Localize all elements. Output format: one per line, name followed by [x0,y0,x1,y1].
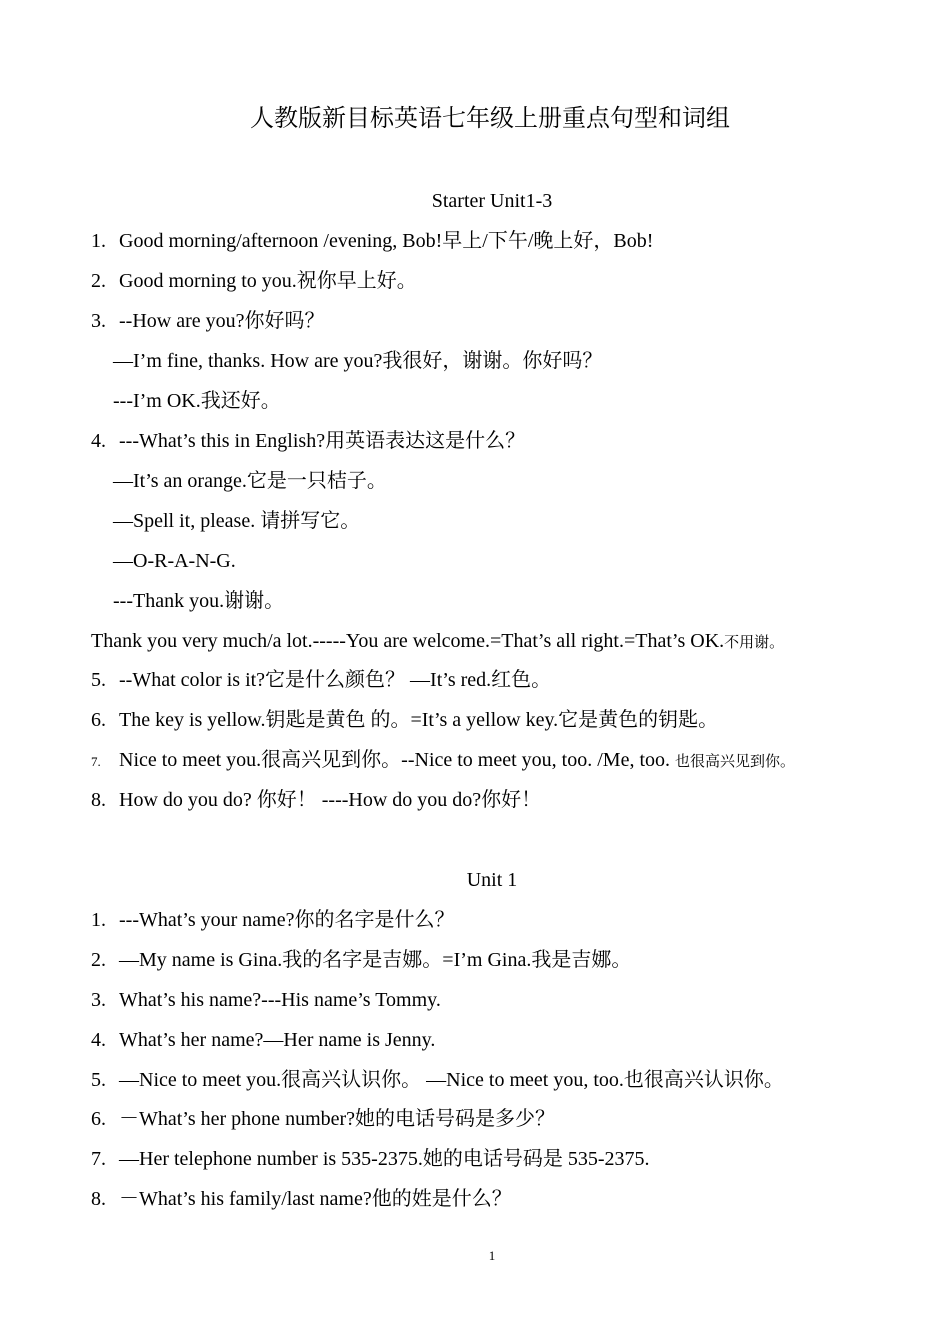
list-item: —It’s an orange.它是一只桔子。 [113,470,387,492]
section-heading-starter: Starter Unit1-3 [431,190,553,212]
list-item: 8. How do you do? 你好！ ----How do you do?你好！ [91,789,542,811]
list-item: 4. ---What’s this in English?用英语表达这是什么？ [91,430,526,452]
list-item: —Spell it, please. 请拼写它。 [113,510,361,532]
list-item: 1. ---What’s your name?你的名字是什么？ [91,909,455,931]
list-item: 1. Good morning/afternoon /evening, Bob!早上/下午/晚上好，Bob! [91,230,654,252]
list-item: 6. The key is yellow.钥匙是黄色 的。=It’s a yellow key.它是黄色的钥匙。 [91,709,719,731]
list-item: ---I’m OK.我还好。 [113,390,281,412]
section-heading-unit1: Unit 1 [466,869,518,891]
list-item: 3. --How are you?你好吗？ [91,310,325,332]
list-item: 4. What’s her name?—Her name is Jenny. [91,1029,436,1051]
document-title: 人教版新目标英语七年级上册重点句型和词组 [250,106,730,132]
page-number: 1 [488,1248,496,1263]
list-item: 5. —Nice to meet you.很高兴认识你。 —Nice to meet you, too.也很高兴认识你。 [91,1069,784,1091]
list-item: 8. －What’s his family/last name?他的姓是什么？ [91,1188,512,1210]
list-item: 3. What’s his name?---His name’s Tommy. [91,989,441,1011]
list-item: Thank you very much/a lot.-----You are welcome.=That’s all right.=That’s OK.不用谢。 [91,630,785,652]
list-item: 7. —Her telephone number is 535-2375.她的电话号码是 535-2375. [91,1148,650,1170]
list-item: —I’m fine, thanks. How are you?我很好，谢谢。你好吗？ [113,350,603,372]
list-item: 5. --What color is it?它是什么颜色？ —It’s red.红色。 [91,669,552,691]
list-item: 2. —My name is Gina.我的名字是吉娜。=I’m Gina.我是吉娜。 [91,949,632,971]
list-item: 7. Nice to meet you.很高兴见到你。--Nice to meet you, too. /Me, too. 也很高兴见到你。 [91,749,796,771]
list-item: 2. Good morning to you.祝你早上好。 [91,270,417,292]
list-item: —O-R-A-N-G. [113,550,236,572]
list-item: 6. －What’s her phone number?她的电话号码是多少？ [91,1108,556,1130]
list-item: ---Thank you.谢谢。 [113,590,285,612]
